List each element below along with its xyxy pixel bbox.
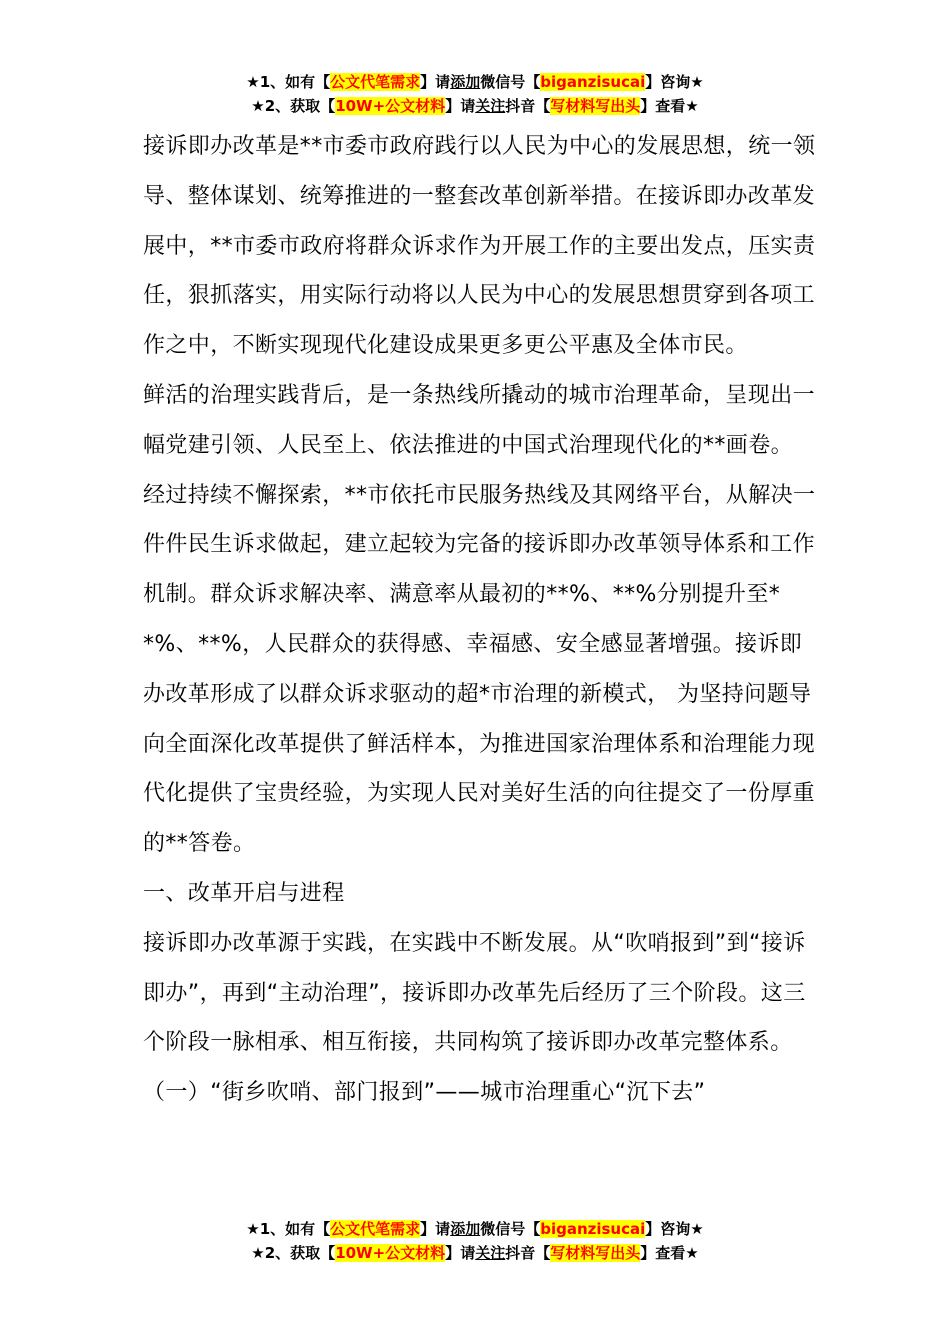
subsection-heading: （一）“街乡吹哨、部门报到”——城市治理重心“沉下去”: [143, 1080, 706, 1106]
banner-highlight: 公文代笔需求: [330, 73, 421, 91]
banner-line-1: [0, 70, 950, 94]
banner-underline: 关注: [475, 1244, 506, 1262]
banner-text: ★2、获取【: [251, 1244, 336, 1262]
banner-highlight: biganzisucai: [540, 73, 646, 91]
banner-underline: 关注: [475, 97, 506, 115]
banner-underline: 添加: [450, 73, 481, 91]
banner-highlight: 10W+公文材料: [335, 97, 446, 115]
banner-text: ★2、获取【: [251, 97, 336, 115]
header-banner: [0, 70, 950, 118]
banner-text: 】请: [420, 73, 451, 91]
banner-text: 微信号【: [480, 73, 541, 91]
banner-line-2: [0, 1241, 950, 1265]
banner-text: 】查看★: [640, 1244, 699, 1262]
banner-highlight: 公文代笔需求: [330, 1220, 421, 1238]
footer-banner: [0, 1217, 950, 1265]
banner-highlight: biganzisucai: [540, 1220, 646, 1238]
banner-text: 】请: [420, 1220, 451, 1238]
banner-text: 抖音【: [505, 97, 551, 115]
banner-text: ★1、如有【: [246, 73, 331, 91]
banner-text: ★1、如有【: [246, 1220, 331, 1238]
paragraph: 经过持续不懈探索，**市依托市民服务热线及其网络平台，从解决一件件民生诉求做起，建立起较为完备的接诉即办改革领导体系和工作机制。群众诉求解决率、满意率从最初的**%、**%分别提升至**%、**%，人民群众的获得感、幸福感、安全感显著增强。接诉即办改革形成了以群众诉求驱动的超*市治理的新模式， 为坚持问题导向全面深化改革提供了鲜活样本，为推进国家治理体系和治理能力现代化提供了宝贵经验，为实现人民对美好生活的向往提交了一份厚重的**答卷。: [143, 482, 816, 857]
banner-highlight: 写材料写出头: [550, 1244, 641, 1262]
banner-line-1: [0, 1217, 950, 1241]
banner-text: 微信号【: [480, 1220, 541, 1238]
banner-underline: 添加: [450, 1220, 481, 1238]
banner-text: 】查看★: [640, 97, 699, 115]
section-heading: 一、改革开启与进程: [143, 880, 345, 906]
banner-text: 】咨询★: [645, 1220, 704, 1238]
banner-text: 】请: [445, 97, 476, 115]
paragraph: 接诉即办改革源于实践，在实践中不断发展。从“吹哨报到”到“接诉即办”，再到“主动治理”，接诉即办改革先后经历了三个阶段。这三个阶段一脉相承、相互衔接，共同构筑了接诉即办改革完整体系。: [143, 930, 806, 1056]
banner-text: 】咨询★: [645, 73, 704, 91]
banner-highlight: 10W+公文材料: [335, 1244, 446, 1262]
paragraph: 鲜活的治理实践背后，是一条热线所撬动的城市治理革命，呈现出一幅党建引领、人民至上、依法推进的中国式治理现代化的**画卷。: [143, 382, 816, 458]
paragraph: 接诉即办改革是**市委市政府践行以人民为中心的发展思想，统一领导、整体谋划、统筹推进的一整套改革创新举措。在接诉即办改革发展中，**市委市政府将群众诉求作为开展工作的主要出发点，压实责任，狠抓落实，用实际行动将以人民为中心的发展思想贯穿到各项工作之中，不断实现现代化建设成果更多更公平惠及全体市民。: [143, 134, 816, 359]
banner-text: 】请: [445, 1244, 476, 1262]
banner-text: 抖音【: [505, 1244, 551, 1262]
document-body: [143, 122, 823, 1118]
banner-highlight: 写材料写出头: [550, 97, 641, 115]
banner-line-2: [0, 94, 950, 118]
